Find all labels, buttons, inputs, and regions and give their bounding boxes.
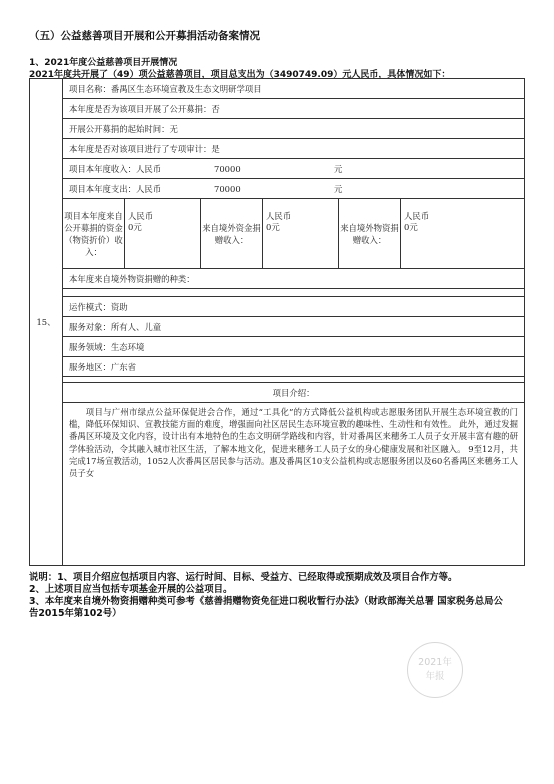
- intro-text: 项目与广州市绿点公益环保促进会合作，通过“工具化”的方式降低公益机构或志愿服务团队开展生态环境宣教的门槛，降低环保知识、宣教技能方面的难度，增强面向社区居民生态环境宣教的趣味性、生动性和有效性。 此外，通过发掘番禺区环境及文化内容，设计出有本地特色的生态文明研学路线和内容，针对番禺区来穗务工人员子女开展丰富有趣的研学体验活动，令其融入城市社区生活，了解本地文化，促进来穗务工人员子女的身心健康发展和社区融入。 9至12月，共完成17场宣教活动，1052人次番禺区居民参与活动。惠及番禺区10支公益机构或志愿服务团以及60名番禺区来穗务工人员子女: [63, 403, 525, 566]
- income-unit: 元: [334, 163, 343, 174]
- expense-unit: 元: [334, 183, 343, 194]
- overseas-funds-label: 来自境外资金捐赠收入：: [201, 199, 263, 269]
- notes: [29, 572, 509, 620]
- annual-report-stamp: 2021年 年报: [407, 642, 463, 698]
- public-fundraising: 本年度是否为该项目开展了公开募捐：否: [63, 99, 525, 119]
- overseas-funds-value: 人民币 0元: [263, 199, 339, 269]
- overseas-goods-value: 人民币 0元: [401, 199, 525, 269]
- intro-title: 项目介绍：: [63, 383, 525, 403]
- expense-label: 项目本年度支出：人民币: [69, 183, 162, 194]
- section-title: （五）公益慈善项目开展和公开募捐活动备案情况: [29, 30, 260, 42]
- service-field: 服务领域：生态环境: [63, 337, 525, 357]
- fundraising-income-value: 人民币 0元: [125, 199, 201, 269]
- fundraising-income-label: 项目本年度来自公开募捐的资金（物资折价）收入：: [63, 199, 125, 269]
- operation-mode: 运作模式：资助: [63, 297, 525, 317]
- service-area: 服务地区：广东省: [63, 357, 525, 377]
- material-types: 本年度来自境外物资捐赠的种类：: [63, 269, 525, 289]
- note-1: 说明：1、项目介绍应包括项目内容、运行时间、目标、受益方、已经取得或预期成效及项目合作方等。: [29, 572, 458, 583]
- fundraising-start: 开展公开募捐的起始时间：无: [63, 119, 525, 139]
- note-2: 2、上述项目应当包括专项基金开展的公益项目。: [29, 584, 233, 595]
- project-name: 项目名称：番禺区生态环境宣教及生态文明研学项目: [63, 79, 525, 99]
- subsection-title: 1、2021年度公益慈善项目开展情况: [29, 58, 178, 68]
- income-label: 项目本年度收入：人民币: [69, 163, 162, 174]
- note-3: 3、本年度来自境外物资捐赠种类可参考《慈善捐赠物资免征进口税收暂行办法》（财政部海关总署 国家税务总局公告2015年第102号）: [29, 596, 503, 619]
- annual-income: [63, 159, 525, 179]
- row-number: 15、: [30, 79, 63, 566]
- special-audit: 本年度是否对该项目进行了专项审计：是: [63, 139, 525, 159]
- service-target: 服务对象：所有人、儿童: [63, 317, 525, 337]
- annual-expense: [63, 179, 525, 199]
- expense-value: 70000: [214, 183, 241, 194]
- overseas-goods-label: 来自境外物资捐赠收入：: [339, 199, 401, 269]
- projects-summary: 2021年度共开展了（49）项公益慈善项目，项目总支出为（3490749.09）元人民币，具体情况如下：: [29, 70, 451, 80]
- project-table: [29, 78, 525, 566]
- income-value: 70000: [214, 163, 241, 174]
- blank-row: [63, 289, 525, 297]
